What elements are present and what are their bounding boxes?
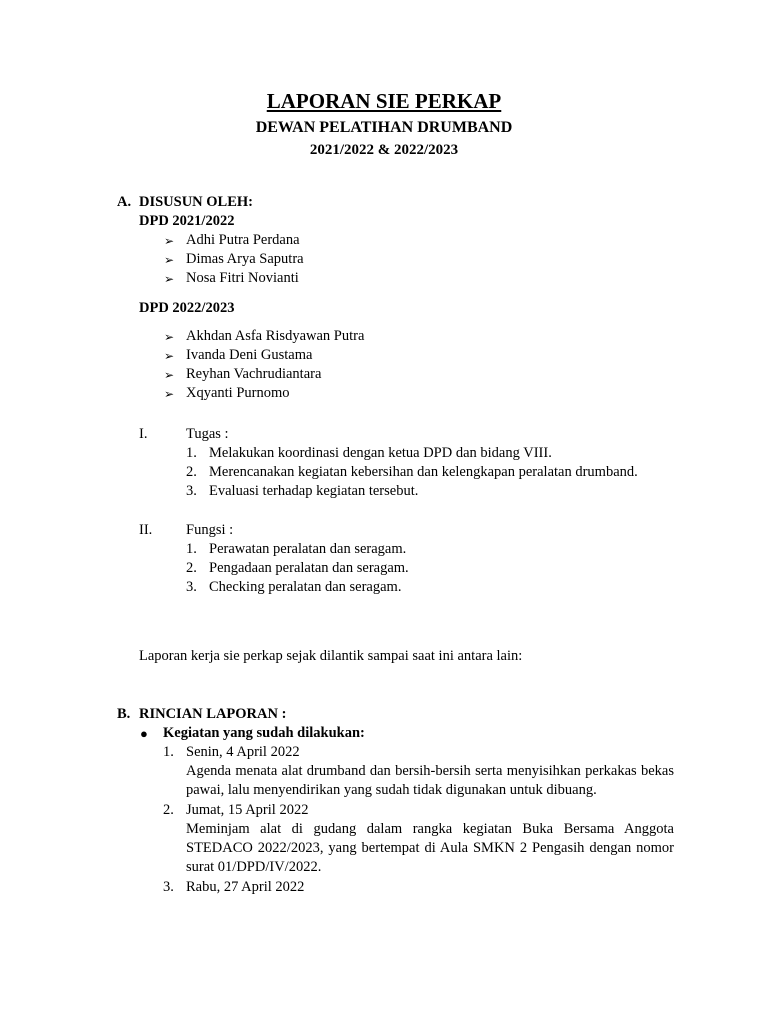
page-subtitle: DEWAN PELATIHAN DRUMBAND [255,119,513,136]
list-number: 2. [186,464,197,480]
member-name: Dimas Arya Saputra [186,251,304,267]
member-name: Ivanda Deni Gustama [186,347,313,363]
group-title: DPD 2022/2023 [139,300,235,316]
fungsi-numeral: II. [139,522,153,538]
page-title: LAPORAN SIE PERKAP [266,89,502,113]
group-title: DPD 2021/2022 [139,213,235,229]
arrowhead-icon: ➢ [164,349,175,363]
member-name: Xqyanti Purnomo [186,385,290,401]
fungsi-item: Perawatan peralatan dan seragam. [209,541,407,557]
entry-date: Jumat, 15 April 2022 [186,802,309,818]
page-years: 2021/2022 & 2022/2023 [309,142,459,158]
member-name: Reyhan Vachrudiantara [186,366,322,382]
arrowhead-icon: ➢ [164,253,175,267]
arrowhead-icon: ➢ [164,330,175,344]
entry-number: 3. [163,879,174,895]
arrowhead-icon: ➢ [164,272,175,286]
entry-date: Senin, 4 April 2022 [186,744,300,760]
bullet-label: Kegiatan yang sudah dilakukan: [163,725,365,741]
tugas-item: Melakukan koordinasi dengan ketua DPD dan bidang VIII. [209,445,552,461]
section-b-heading: RINCIAN LAPORAN : [139,706,287,722]
disc-bullet-icon: ● [140,726,148,741]
arrowhead-icon: ➢ [164,368,175,382]
list-number: 3. [186,483,197,499]
entry-date: Rabu, 27 April 2022 [186,879,305,895]
tugas-numeral: I. [139,426,148,442]
section-b-letter: B. [117,706,131,722]
intro-paragraph: Laporan kerja sie perkap sejak dilantik sampai saat ini antara lain: [139,648,523,664]
tugas-item: Evaluasi terhadap kegiatan tersebut. [209,483,419,499]
arrowhead-icon: ➢ [164,387,175,401]
tugas-item: Merencanakan kegiatan kebersihan dan kelengkapan peralatan drumband. [209,464,638,480]
fungsi-item: Pengadaan peralatan dan seragam. [209,560,409,576]
list-number: 1. [186,445,197,461]
member-name: Akhdan Asfa Risdyawan Putra [186,328,365,344]
tugas-label: Tugas : [186,426,229,442]
entry-number: 1. [163,744,174,760]
section-a-letter: A. [117,194,132,210]
entry-text: Meminjam alat di gudang dalam rangka kegiatan Buka Bersama Anggota STEDACO 2022/2023, yang bertempat di Aula SMKN 2 Pengasih dengan nomor surat 01/DPD/IV/2022. [186,821,674,875]
member-name: Nosa Fitri Novianti [186,270,299,286]
section-a-heading: DISUSUN OLEH: [139,194,254,210]
arrowhead-icon: ➢ [164,234,175,248]
list-number: 1. [186,541,197,557]
fungsi-item: Checking peralatan dan seragam. [209,579,402,595]
entry-number: 2. [163,802,174,818]
entry-text: Agenda menata alat drumband dan bersih-bersih serta menyisihkan perkakas bekas pawai, lalu menyendirikan yang sudah tidak digunakan untuk dibuang. [186,763,674,798]
list-number: 3. [186,579,197,595]
fungsi-label: Fungsi : [186,522,234,538]
member-name: Adhi Putra Perdana [186,232,300,248]
list-number: 2. [186,560,197,576]
